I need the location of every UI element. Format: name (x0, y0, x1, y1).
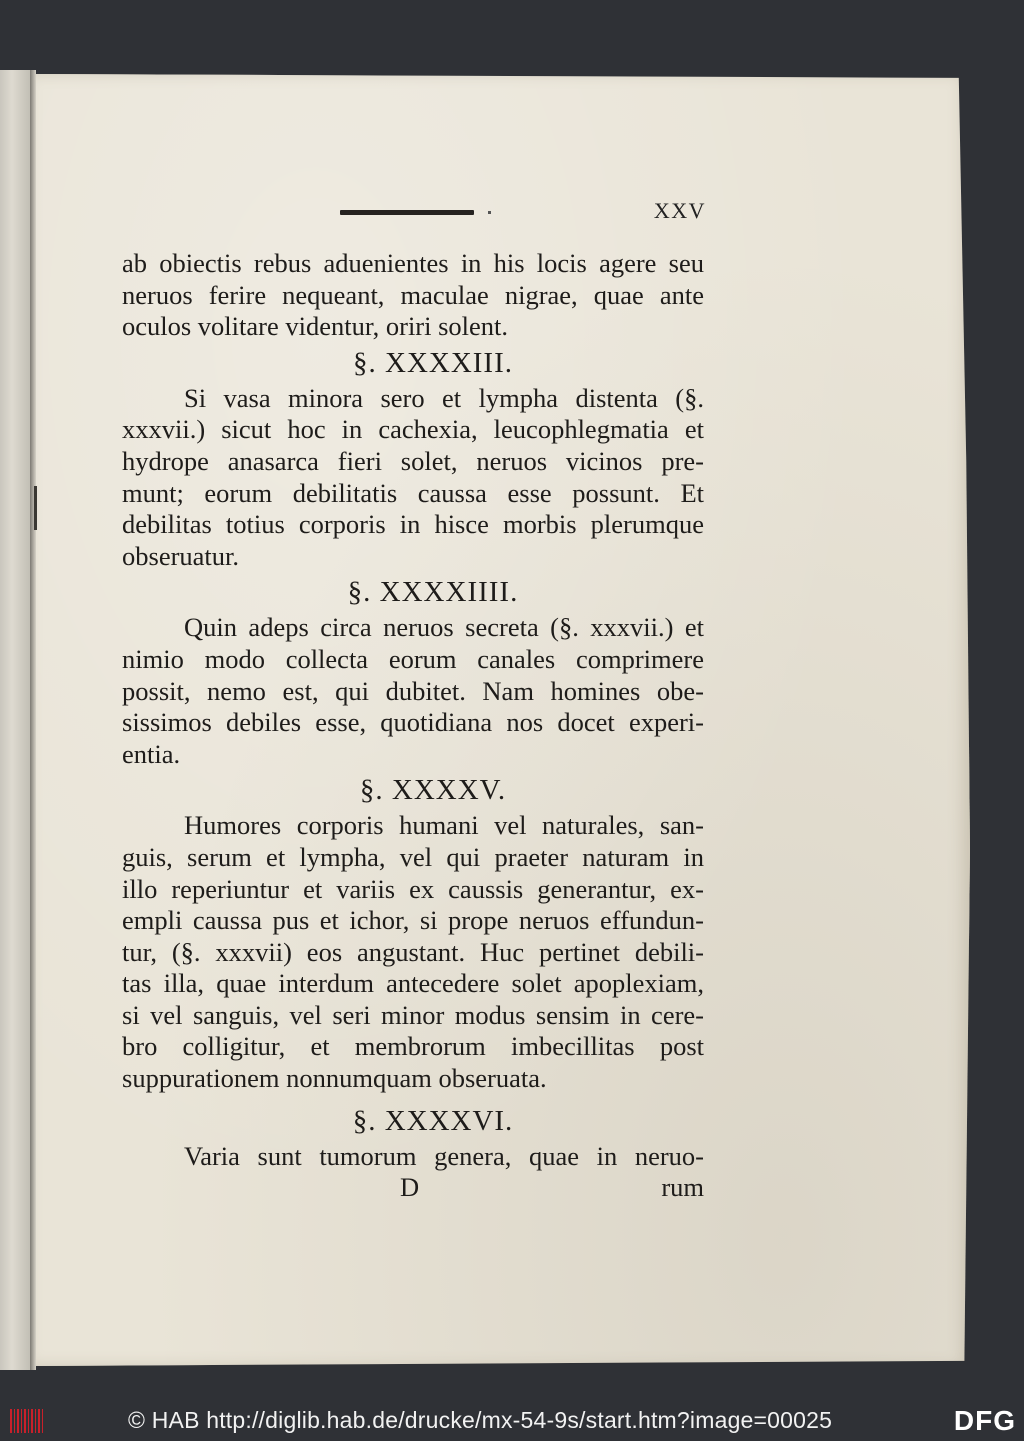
header-dot (488, 211, 491, 214)
text-line: Humores corporis humani vel naturales, san- (184, 810, 704, 841)
text-line: entia. (122, 738, 181, 769)
section-45 (122, 772, 704, 1094)
running-header (340, 198, 706, 228)
text-line: illo reperiuntur et variis ex caussis generantur, ex- (122, 873, 704, 904)
attribution-link[interactable]: © HAB http://diglib.hab.de/drucke/mx-54-9s/start.htm?image=00025 (128, 1407, 833, 1433)
text-line: Quin adeps circa neruos secreta (§. xxxvii.) et (184, 612, 704, 643)
page-number: XXV (653, 198, 706, 223)
paragraph-intro (122, 248, 704, 343)
library-barcode-icon (10, 1409, 44, 1433)
text-line: si vel sanguis, vel seri minor modus sensim in cere- (122, 999, 704, 1030)
section-43 (122, 345, 704, 573)
text-line: oculos volitare videntur, oriri solent. (122, 311, 509, 342)
text-line: empli caussa pus et ichor, si prope neruos effundun- (122, 905, 704, 936)
catchword: rum (661, 1172, 704, 1203)
page-text (122, 248, 704, 1204)
text-line: ab obiectis rebus aduenientes in his locis agere seu (122, 248, 704, 278)
text-line: guis, serum et lympha, vel qui praeter naturam in (122, 841, 704, 872)
text-line: bro colligitur, et membrorum imbecillitas post (122, 1031, 704, 1062)
text-line: neruos ferire nequeant, maculae nigrae, quae ante (122, 279, 704, 310)
dfg-logo: DFG (953, 1405, 1016, 1436)
text-line: nimio modo collecta eorum canales comprimere (122, 643, 704, 674)
section-heading: §. XXXXIIII. (347, 576, 519, 609)
section-46 (122, 1103, 704, 1173)
section-heading: §. XXXXIII. (353, 346, 513, 379)
text-line: hydrope anasarca fieri solet, neruos vicinos pre- (122, 445, 704, 476)
book-edge (0, 70, 31, 1370)
footer-bar (0, 1401, 1024, 1441)
section-heading: §. XXXXV. (359, 774, 507, 807)
text-line: suppurationem nonnumquam obseruata. (122, 1063, 547, 1094)
text-line: Varia sunt tumorum genera, quae in neruo- (184, 1140, 704, 1171)
section-heading: §. XXXXVI. (352, 1104, 514, 1137)
text-line: debilitas totius corporis in hisce morbis plerumque (122, 509, 704, 540)
text-line: tur, (§. xxxvii) eos angustant. Huc pertinet debili- (122, 936, 704, 967)
text-line: obseruatur. (122, 540, 240, 571)
section-44 (122, 574, 704, 770)
text-line: Si vasa minora sero et lympha distenta (§. (184, 382, 704, 413)
text-line: tas illa, quae interdum antecedere solet apoplexiam, (122, 968, 704, 999)
spine-mark (34, 486, 37, 530)
text-line: munt; eorum debilitatis caussa esse possunt. Et (122, 477, 704, 508)
page-bottom (122, 1172, 704, 1204)
signature-mark: D (400, 1172, 420, 1203)
text-line: possit, nemo est, qui dubitet. Nam homines obe- (122, 675, 704, 706)
text-line: xxxvii.) sicut hoc in cachexia, leucophlegmatia et (122, 414, 704, 445)
header-rule (340, 210, 474, 215)
text-line: sissimos debiles esse, quotidiana nos docet experi- (122, 707, 704, 738)
